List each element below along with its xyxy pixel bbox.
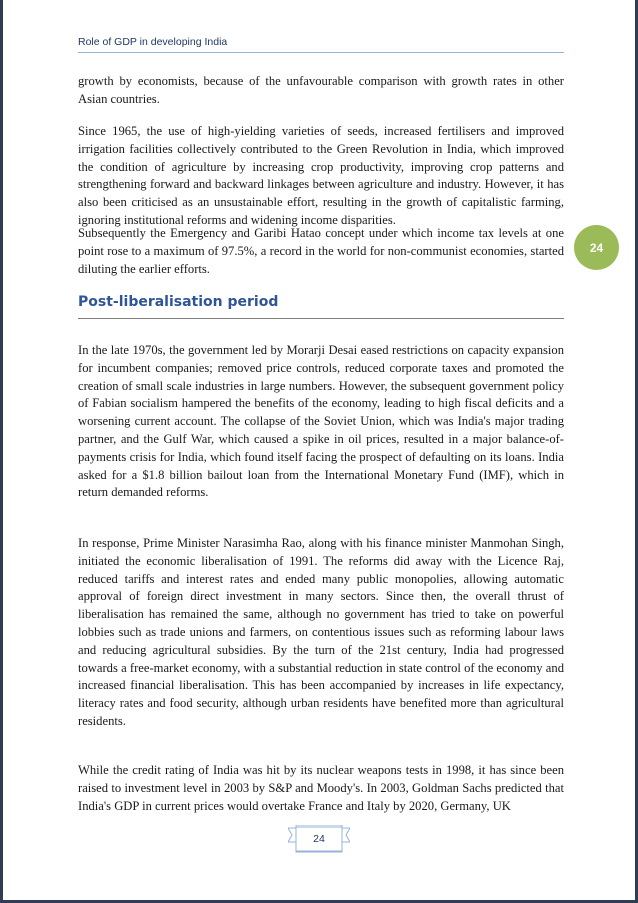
body-paragraph: In the late 1970s, the government led by Morarji Desai eased restrictions on capacity expansion for incumbent companies; removed price controls, reduced corporate taxes and promoted the creation of small scale industries in large numbers. However, the subsequent government policy of Fabian socialism hampered the benefits of the economy, leading to high fiscal deficits and a worsening current account. The collapse of the Soviet Union, which was India's major trading partner, and the Gulf War, which caused a spike in oil prices, resulted in a major balance-of-payments crisis for India, which found itself facing the prospect of defaulting on its loans. India asked for a $1.8 billion bailout loan from the International Monetary Fund (IMF), which in return demanded reforms. bbox=[78, 343, 564, 500]
body-paragraph: growth by economists, because of the unfavourable comparison with growth rates in other Asian countries. bbox=[78, 74, 564, 106]
footer-page-number: 24 bbox=[313, 833, 325, 845]
running-header-title: Role of GDP in developing India bbox=[78, 36, 228, 48]
section-divider bbox=[78, 318, 564, 319]
footer-page-tab bbox=[288, 825, 350, 853]
page-frame-left-edge bbox=[0, 0, 3, 903]
body-paragraph: In response, Prime Minister Narasimha Rao, along with his finance minister Manmohan Singh, initiated the economic liberalisation of 1991. The reforms did away with the Licence Raj, reduced tariffs and interest rates and ended many public monopolies, allowing automatic approval of foreign direct investment in many sectors. Since then, the overall thrust of liberalisation has remained the same, although no government has tried to take on powerful lobbies such as trade unions and farmers, on contentious issues such as reforming labour laws and reducing agricultural subsidies. By the turn of the 21st century, India had progressed towards a free-market economy, with a substantial reduction in state control of the economy and increased financial liberalisation. This has been accompanied by increases in life expectancy, literacy rates and food security, although urban residents have benefited more than agricultural residents. bbox=[78, 536, 564, 728]
body-paragraph: Subsequently the Emergency and Garibi Hatao concept under which income tax levels at one point rose to a maximum of 97.5%, a record in the world for non-communist economies, started diluting the earlier efforts. bbox=[78, 226, 564, 276]
body-paragraph: Since 1965, the use of high-yielding varieties of seeds, increased fertilisers and improved irrigation facilities collectively contributed to the Green Revolution in India, which improved the condition of agriculture by increasing crop productivity, improving crop patterns and strengthening forward and backward linkages between agriculture and industry. However, it has also been criticised as an unsustainable effort, resulting in the growth of capitalistic farming, ignoring institutional reforms and widening income disparities. bbox=[78, 124, 564, 227]
section-heading: Post-liberalisation period bbox=[78, 294, 279, 310]
body-paragraph: While the credit rating of India was hit by its nuclear weapons tests in 1998, it has since been raised to investment level in 2003 by S&P and Moody's. In 2003, Goldman Sachs predicted that India's GDP in current prices would overtake France and Italy by 2020, Germany, UK bbox=[78, 763, 564, 813]
page-number-badge: 24 bbox=[574, 225, 619, 270]
header-divider bbox=[78, 52, 564, 53]
